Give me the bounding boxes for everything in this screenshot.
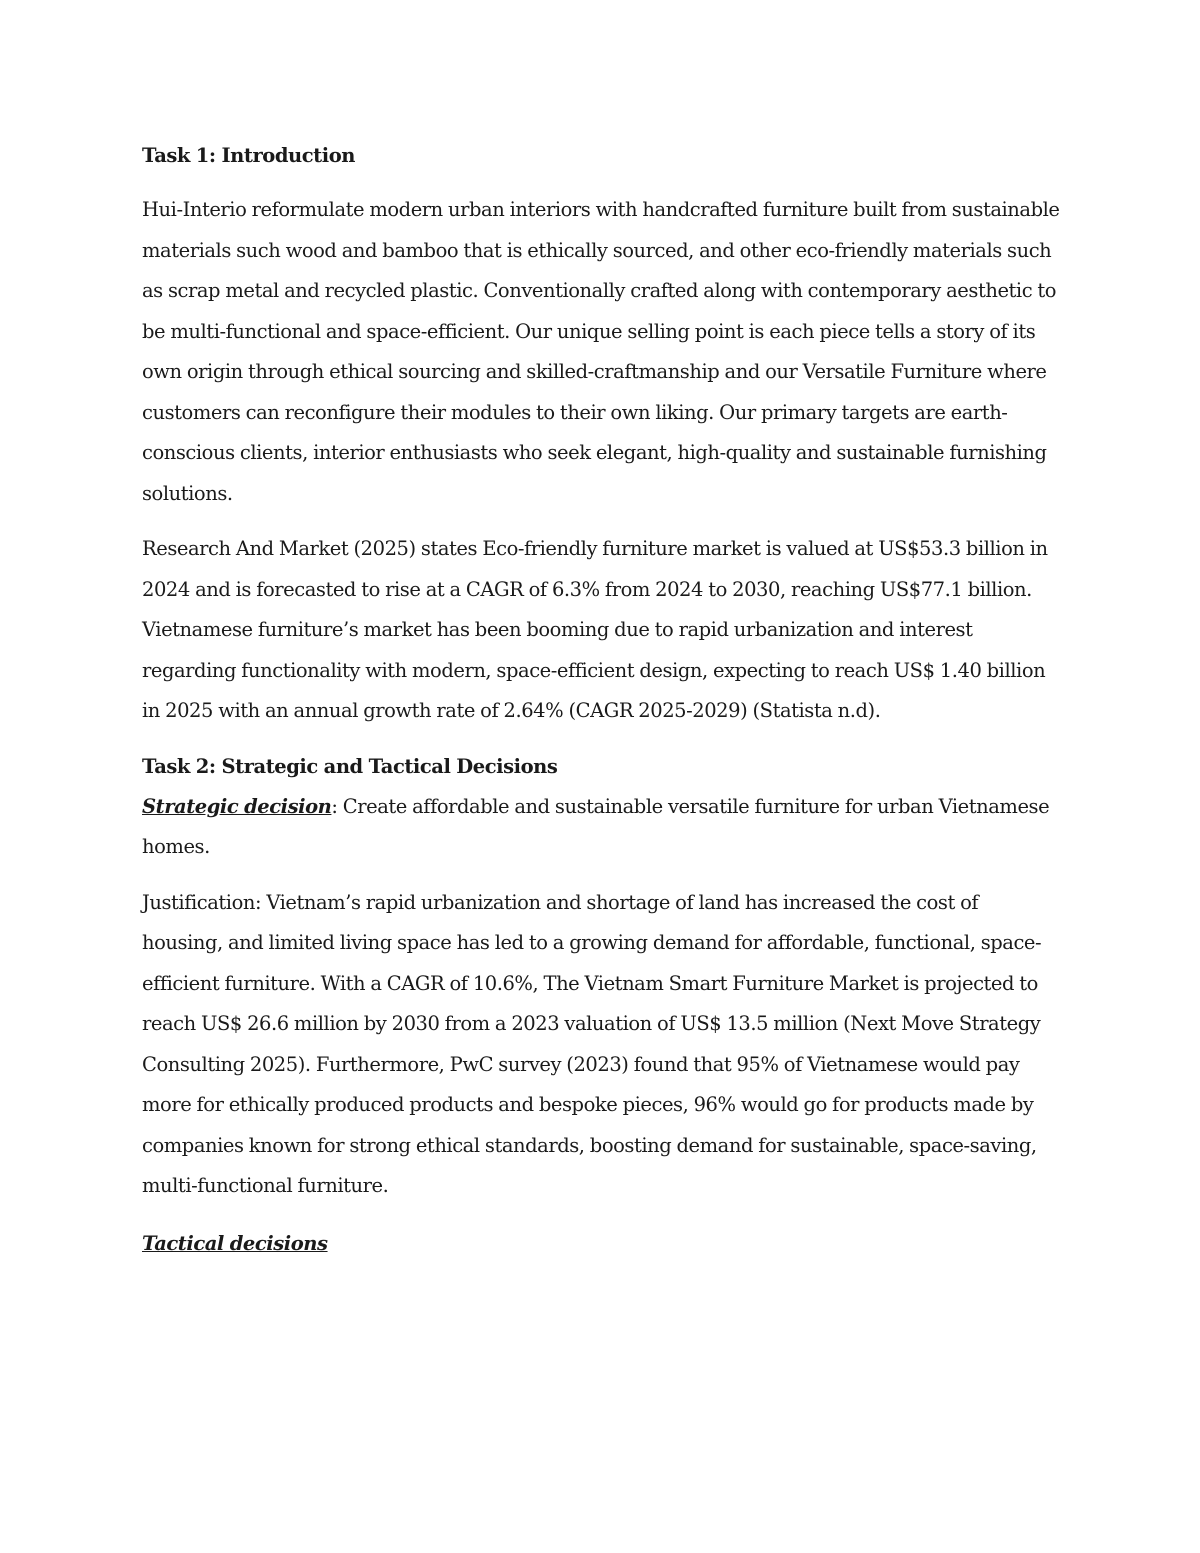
task1-paragraph-market: Research And Market (2025) states Eco-friendly furniture market is valued at US$53.3 billion in 2024 and is forecasted to rise at a CAGR of 6.3% from 2024 to 2030, reaching US$77.1 billion. Vietnamese furniture’s market has been booming due to rapid urbanization and interest regarding functionality with modern, space-efficient design, expecting to reach US$ 1.40 billion in 2025 with an annual growth rate of 2.64% (CAGR 2025-2029) (Statista n.d). xyxy=(142,537,1048,722)
task1-paragraph-intro: Hui-Interio reformulate modern urban interiors with handcrafted furniture built from sustainable materials such wood and bamboo that is ethically sourced, and other eco-friendly materials such as scrap metal and recycled plastic. Conventionally crafted along with contemporary aesthetic to be multi-functional and space-efficient. Our unique selling point is each piece tells a story of its own origin through ethical sourcing and skilled-craftmanship and our Versatile Furniture where customers can reconfigure their modules to their own liking. Our primary targets are earth-conscious clients, interior enthusiasts who seek elegant, high-quality and sustainable furnishing solutions. xyxy=(142,198,1060,505)
tactical-decisions-heading: Tactical decisions xyxy=(142,1231,328,1255)
document-body xyxy=(142,136,1062,1283)
strategic-decision-text: : Create affordable and sustainable versatile furniture for urban Vietnamese homes. xyxy=(142,794,1050,858)
strategic-decision-paragraph xyxy=(142,787,1062,868)
task2-heading: Task 2: Strategic and Tactical Decisions xyxy=(142,754,558,778)
task1-heading: Task 1: Introduction xyxy=(142,144,355,167)
strategic-decision-label: Strategic decision xyxy=(142,794,332,818)
justification-paragraph: Justification: Vietnam’s rapid urbanization and shortage of land has increased the cost of housing, and limited living space has led to a growing demand for affordable, functional, space-efficient furniture. With a CAGR of 10.6%, The Vietnam Smart Furniture Market is projected to reach US$ 26.6 million by 2030 from a 2023 valuation of US$ 13.5 million (Next Move Strategy Consulting 2025). Furthermore, PwC survey (2023) found that 95% of Vietnamese would pay more for ethically produced products and bespoke pieces, 96% would go for products made by companies known for strong ethical standards, boosting demand for sustainable, space-saving, multi-functional furniture. xyxy=(142,890,1042,1197)
